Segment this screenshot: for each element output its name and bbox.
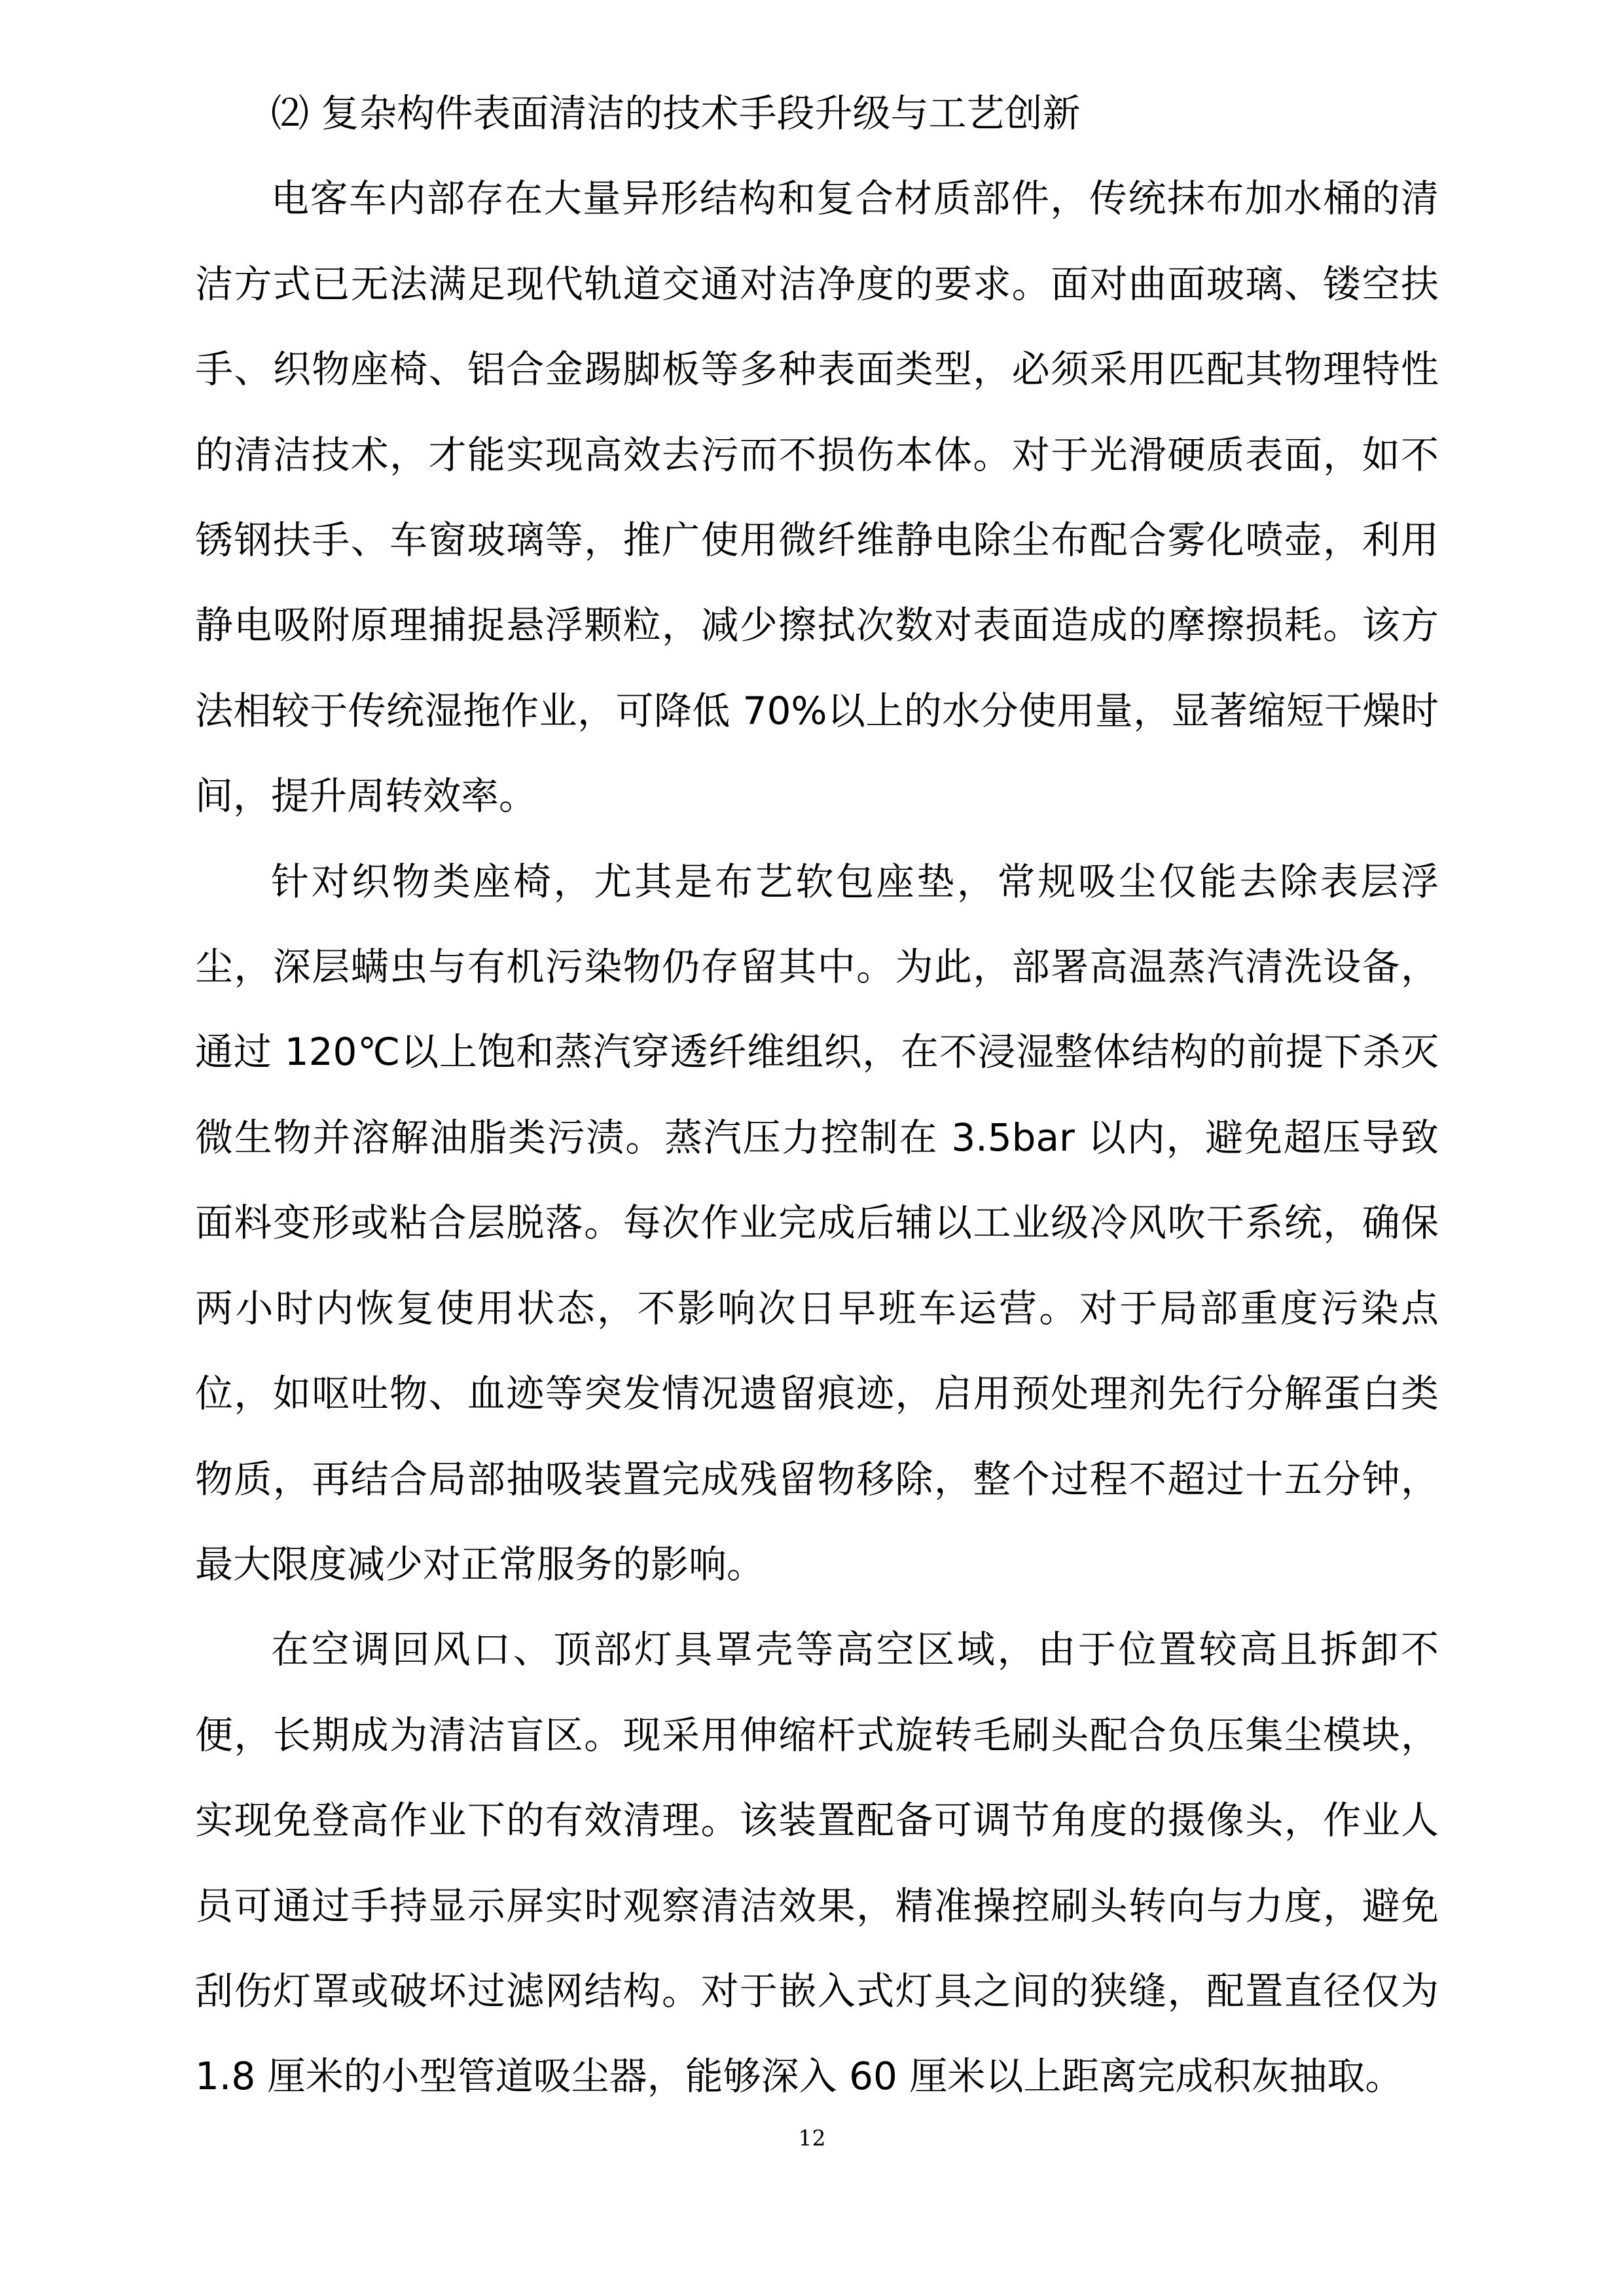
paragraph-3: 在空调回风口、顶部灯具罩壳等高空区域，由于位置较高且拆卸不便，长期成为清洁盲区。现采用伸缩杆式旋转毛刷头配合负压集尘模块，实现免登高作业下的有效清理。该装置配备可调节角度的摄像头，作业人员可通过手持显示屏实时观察清洁效果，精准操控刷头转向与力度，避免刮伤灯罩或破坏过滤网结构。对于嵌入式灯具之间的狭缝，配置直径仅为 1.8 厘米的小型管道吸尘器，能够深入 60 厘米以上距离完成积灰抽取。 [195,1627,1439,2099]
document-body [195,71,1439,2119]
page-number: 12 [798,2125,826,2151]
paragraph-2: 针对织物类座椅，尤其是布艺软包座垫，常规吸尘仅能去除表层浮尘，深层螨虫与有机污染物仍存留其中。为此，部署高温蒸汽清洗设备，通过 120℃以上饱和蒸汽穿透纤维组织，在不浸湿整体结构的前提下杀灭微生物并溶解油脂类污渍。蒸汽压力控制在 3.5bar 以内，避免超压导致面料变形或粘合层脱落。每次作业完成后辅以工业级冷风吹干系统，确保两小时内恢复使用状态，不影响次日早班车运营。对于局部重度污染点位，如呕吐物、血迹等突发情况遗留痕迹，启用预处理剂先行分解蛋白类物质，再结合局部抽吸装置完成残留物移除，整个过程不超过十五分钟，最大限度减少对正常服务的影响。 [195,859,1439,1587]
paragraph-1: 电客车内部存在大量异形结构和复合材质部件，传统抹布加水桶的清洁方式已无法满足现代轨道交通对洁净度的要求。面对曲面玻璃、镂空扶手、织物座椅、铝合金踢脚板等多种表面类型，必须采用匹配其物理特性的清洁技术，才能实现高效去污而不损伤本体。对于光滑硬质表面，如不锈钢扶手、车窗玻璃等，推广使用微纤维静电除尘布配合雾化喷壶，利用静电吸附原理捕捉悬浮颗粒，减少擦拭次数对表面造成的摩擦损耗。该方法相较于传统湿拖作业，可降低 70%以上的水分使用量，显著缩短干燥时间，提升周转效率。 [195,176,1439,819]
section-heading: ⑵ 复杂构件表面清洁的技术手段升级与工艺创新 [271,91,1081,135]
